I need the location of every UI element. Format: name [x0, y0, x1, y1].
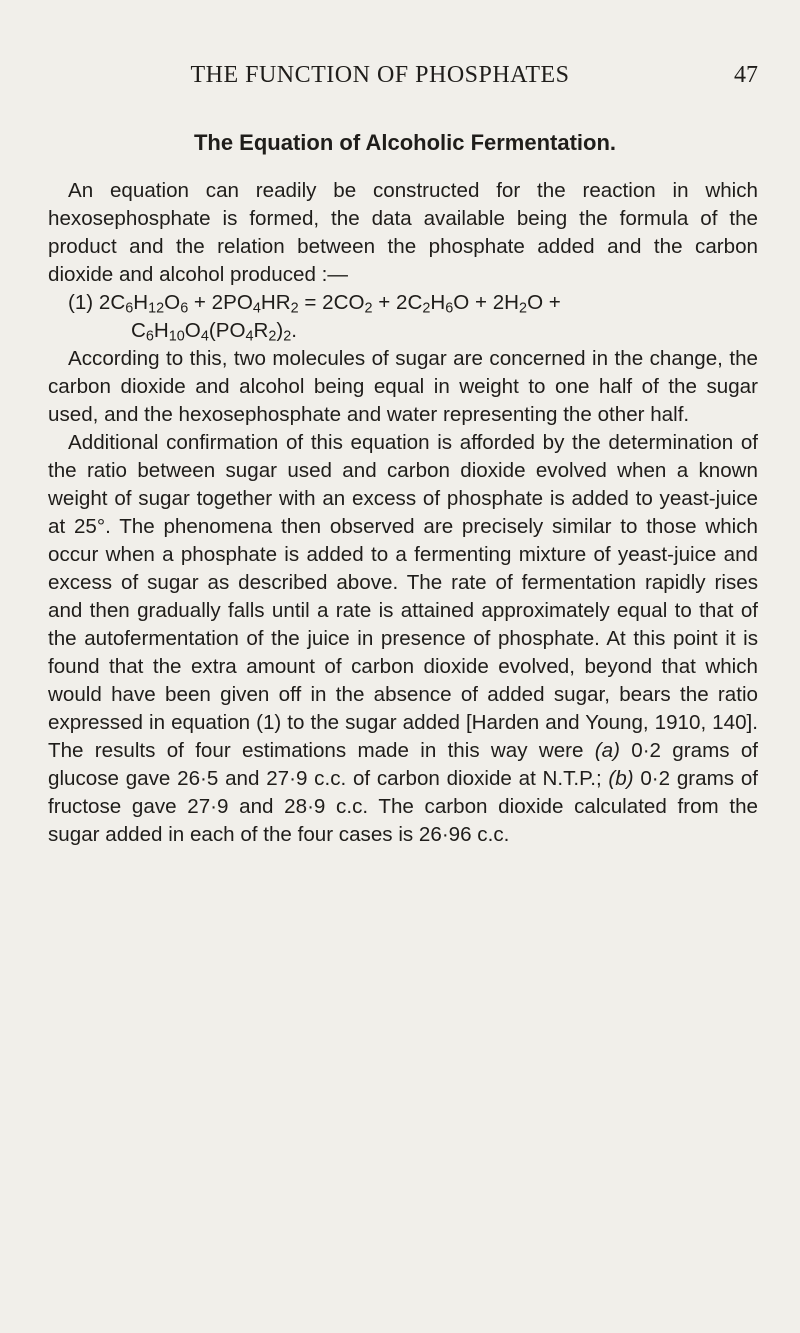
section-title: The Equation of Alcoholic Fermentation. [193, 130, 617, 155]
equation-line-1 [48, 289, 758, 317]
equation-reactants-products: $2C_6H_{12}O_6 + 2PO_4HR_2 = 2CO_2 + 2C_2H_6O + 2H_2O$ + [98, 291, 561, 317]
paragraph-confirmation: Additional confirmation of this equation is afforded by the determination of the ratio between sugar used and carbon dioxide evolved when a known weight of sugar together with an excess of phosphate is added to yeast-juice at 25°. The phenomena then observed are precisely similar to those which occur when a phosphate is added to a fermenting mixture of yeast-juice and excess of sugar as described above. The rate of fermentation rapidly rises and then gradually falls until a rate is attained approximately equal to that of the autofermentation of the juice in presence of phosphate. At this point it is found that the extra amount of carbon dioxide evolved, beyond that which would have been given off in the absence of added sugar, bears the ratio expressed in equation (1) to the sugar added [Harden and Young, 1910, 140]. The results of four estimations made in this way were (a) 0·2 grams of glucose gave 26·5 and 27·9 c.c. of carbon dioxide at N.T.P.; (b) 0·2 grams of fructose gave 27·9 and 28·9 c.c. The carbon dioxide calculated from the sugar added in each of the four cases is 26·96 c.c. [48, 431, 758, 846]
equation-line-2: $C_6H_{10}O_4(PO_4R_2)_2$. [131, 319, 297, 345]
label-b: (b) [608, 767, 634, 790]
running-head: THE FUNCTION OF PHOSPHATES [190, 62, 570, 88]
label-a: (a) [594, 739, 620, 762]
body-text [48, 177, 758, 849]
equation-number: (1) [68, 291, 94, 314]
paragraph-intro: An equation can readily be constructed for the reaction in which hexosephosphate is formed, the data available being the formula of the product and the relation between the phosphate added and the carbon dioxide and alcohol produced :— [48, 179, 758, 286]
page-number: 47 [734, 62, 758, 88]
paragraph-interpretation: According to this, two molecules of sugar are concerned in the change, the carbon dioxide and alcohol being equal in weight to one half of the sugar used, and the hexosephosphate and water representing the other half. [48, 347, 758, 426]
